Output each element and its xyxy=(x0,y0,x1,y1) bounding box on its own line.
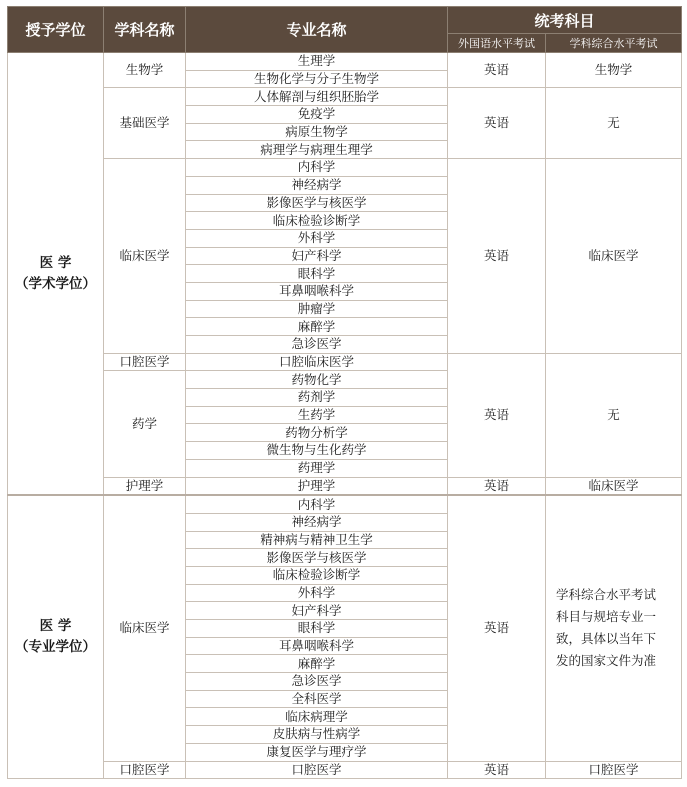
header-degree: 授予学位 xyxy=(8,7,104,53)
major-cell: 免疫学 xyxy=(186,106,448,124)
subject-cell: 口腔医学 xyxy=(104,353,186,371)
comprehensive-exam-cell: 临床医学 xyxy=(546,159,682,354)
header-major: 专业名称 xyxy=(186,7,448,53)
major-cell: 麻醉学 xyxy=(186,655,448,673)
subject-cell: 临床医学 xyxy=(104,159,186,354)
subject-cell: 药学 xyxy=(104,371,186,477)
major-cell: 药物化学 xyxy=(186,371,448,389)
major-cell: 眼科学 xyxy=(186,620,448,638)
major-cell: 外科学 xyxy=(186,229,448,247)
degree-professional xyxy=(8,495,104,779)
header-foreign-language: 外国语水平考试 xyxy=(448,34,546,53)
header-comprehensive: 学科综合水平考试 xyxy=(546,34,682,53)
degree-professional-name: 医 学 xyxy=(39,618,72,635)
major-cell: 康复医学与理疗学 xyxy=(186,743,448,761)
foreign-exam-cell: 英语 xyxy=(448,353,546,477)
subject-cell: 基础医学 xyxy=(104,88,186,159)
major-cell: 妇产科学 xyxy=(186,247,448,265)
major-cell: 临床检验诊断学 xyxy=(186,566,448,584)
comprehensive-exam-cell: 无 xyxy=(546,353,682,477)
header-exam: 统考科目 xyxy=(448,7,682,34)
foreign-exam-cell: 英语 xyxy=(448,53,546,88)
major-cell: 病理学与病理生理学 xyxy=(186,141,448,159)
foreign-exam-cell: 英语 xyxy=(448,88,546,159)
foreign-exam-cell: 英语 xyxy=(448,477,546,495)
foreign-exam-cell: 英语 xyxy=(448,495,546,761)
major-cell: 神经病学 xyxy=(186,513,448,531)
note-line: 致，具体以当年下 xyxy=(556,631,657,647)
comprehensive-exam-cell: 临床医学 xyxy=(546,477,682,495)
major-cell: 皮肤病与性病学 xyxy=(186,726,448,744)
major-cell: 影像医学与核医学 xyxy=(186,194,448,212)
major-cell: 全科医学 xyxy=(186,690,448,708)
major-cell: 耳鼻咽喉科学 xyxy=(186,637,448,655)
subject-cell: 口腔医学 xyxy=(104,761,186,779)
note-line: 科目与规培专业一 xyxy=(556,609,657,625)
major-cell: 微生物与生化药学 xyxy=(186,442,448,460)
major-cell: 生理学 xyxy=(186,53,448,71)
major-cell: 药理学 xyxy=(186,459,448,477)
degree-academic-name: 医 学 xyxy=(39,254,72,271)
major-cell: 影像医学与核医学 xyxy=(186,549,448,567)
major-cell: 内科学 xyxy=(186,495,448,513)
major-cell: 临床检验诊断学 xyxy=(186,212,448,230)
major-cell: 眼科学 xyxy=(186,265,448,283)
major-cell: 内科学 xyxy=(186,159,448,177)
major-cell: 急诊医学 xyxy=(186,336,448,354)
subject-cell: 临床医学 xyxy=(104,495,186,761)
comprehensive-exam-cell: 无 xyxy=(546,88,682,159)
major-cell: 麻醉学 xyxy=(186,318,448,336)
major-cell: 生物化学与分子生物学 xyxy=(186,70,448,88)
major-cell: 生药学 xyxy=(186,406,448,424)
major-cell: 精神病与精神卫生学 xyxy=(186,531,448,549)
foreign-exam-cell: 英语 xyxy=(448,761,546,779)
major-cell: 耳鼻咽喉科学 xyxy=(186,282,448,300)
comprehensive-exam-note xyxy=(546,495,682,761)
note-line: 学科综合水平考试 xyxy=(556,587,657,603)
degree-professional-type: （专业学位） xyxy=(15,639,96,656)
comprehensive-exam-cell: 生物学 xyxy=(546,53,682,88)
header-subject: 学科名称 xyxy=(104,7,186,53)
subject-cell: 生物学 xyxy=(104,53,186,88)
major-cell: 口腔医学 xyxy=(186,761,448,779)
major-cell: 妇产科学 xyxy=(186,602,448,620)
comprehensive-exam-cell: 口腔医学 xyxy=(546,761,682,779)
degree-academic xyxy=(8,53,104,496)
major-cell: 外科学 xyxy=(186,584,448,602)
note-line: 发的国家文件为准 xyxy=(556,653,657,669)
major-cell: 护理学 xyxy=(186,477,448,495)
major-cell: 病原生物学 xyxy=(186,123,448,141)
major-cell: 肿瘤学 xyxy=(186,300,448,318)
major-cell: 神经病学 xyxy=(186,176,448,194)
degree-exam-table xyxy=(7,6,682,779)
degree-academic-type: （学术学位） xyxy=(15,275,96,292)
major-cell: 人体解剖与组织胚胎学 xyxy=(186,88,448,106)
subject-cell: 护理学 xyxy=(104,477,186,495)
major-cell: 急诊医学 xyxy=(186,673,448,691)
major-cell: 药剂学 xyxy=(186,389,448,407)
foreign-exam-cell: 英语 xyxy=(448,159,546,354)
major-cell: 临床病理学 xyxy=(186,708,448,726)
major-cell: 口腔临床医学 xyxy=(186,353,448,371)
major-cell: 药物分析学 xyxy=(186,424,448,442)
